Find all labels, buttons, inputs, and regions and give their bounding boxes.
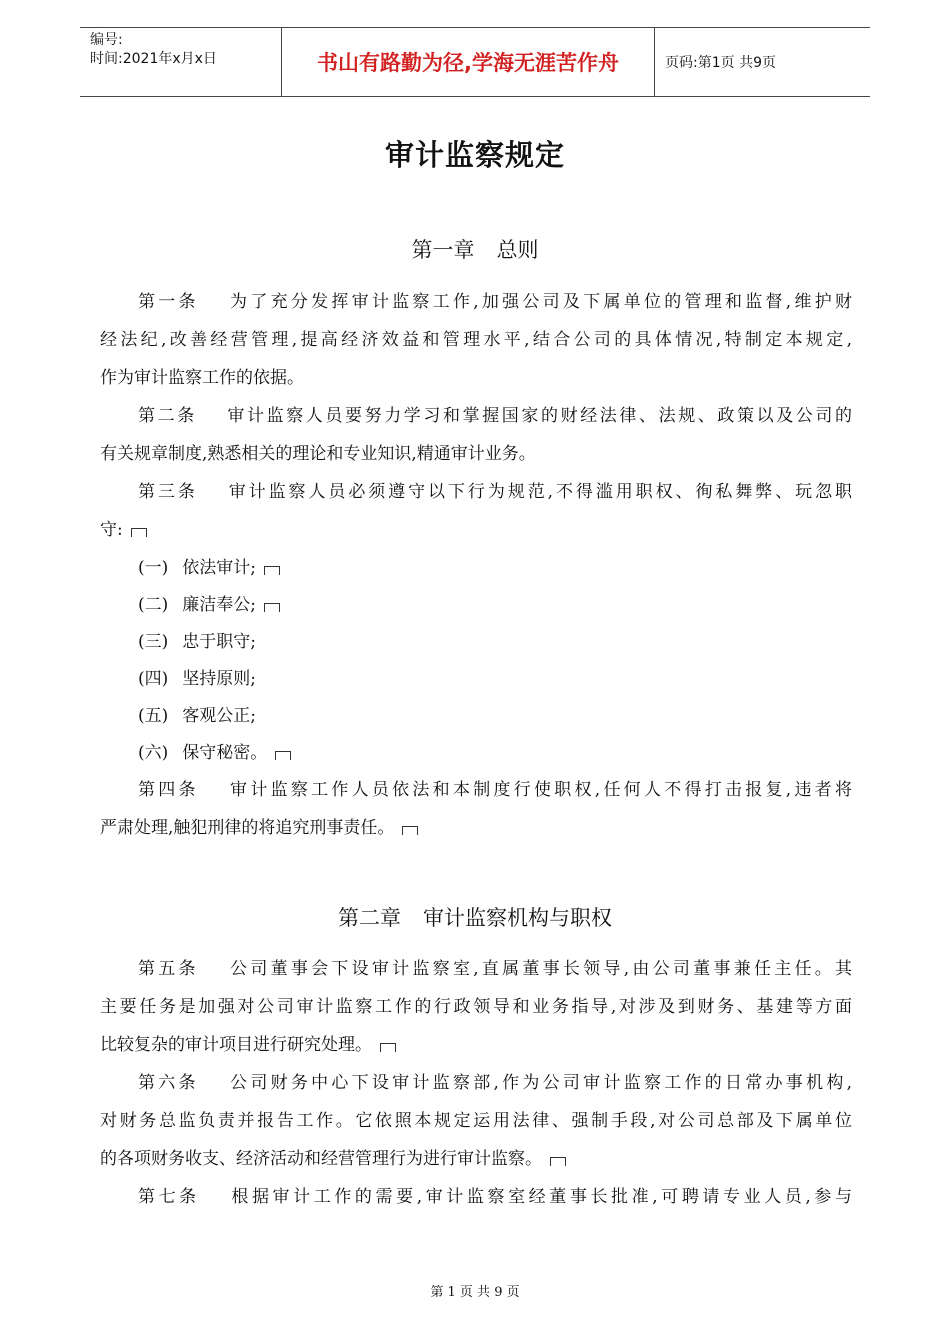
article-text: 严肃处理,触犯刑律的将追究刑事责任。: [100, 818, 395, 838]
document-number-label: 编号:: [90, 32, 123, 48]
header-table: [80, 27, 870, 97]
article-text: 根据审计工作的需要,审计监察室经董事长批准,可聘请专业人员,参与: [227, 1187, 852, 1207]
header-page-info: 页码:第1页 共9页: [665, 55, 776, 71]
article-label: 第四条: [138, 780, 199, 800]
paragraph-mark-icon: [275, 751, 291, 760]
article-text: 比较复杂的审计项目进行研究处理。: [100, 1035, 372, 1055]
article-label: 第三条: [138, 482, 198, 502]
list-item: [100, 592, 852, 618]
article-label: 第二条: [138, 406, 197, 426]
article-text: 的各项财务收支、经济活动和经营管理行为进行审计监察。: [100, 1149, 542, 1169]
paragraph-line: 有关规章制度,熟悉相关的理论和专业知识,精通审计业务。: [100, 444, 536, 464]
paragraph-mark-icon: [264, 566, 280, 575]
item-text: 保守秘密。: [182, 743, 268, 763]
article-label: 第一条: [138, 292, 199, 312]
chapter-name: 审计监察机构与职权: [423, 906, 612, 930]
chapter-name: 总则: [496, 238, 539, 262]
article-label: 第七条: [138, 1187, 200, 1207]
paragraph-line: 作为审计监察工作的依据。: [100, 368, 304, 388]
article-text: 公司董事会下设审计监察室,直属董事长领导,由公司董事兼任主任。其: [226, 959, 853, 979]
chapter-number: 第二章: [338, 906, 401, 930]
paragraph-line: [100, 815, 852, 841]
paragraph-line: [100, 1146, 852, 1172]
item-number: (四): [138, 669, 169, 689]
item-number: (六): [138, 743, 169, 763]
paragraph-mark-icon: [402, 826, 418, 835]
item-number: (一): [138, 558, 169, 578]
paragraph-line: 主要任务是加强对公司审计监察工作的行政领导和业务指导,对涉及到财务、基建等方面: [100, 997, 852, 1017]
paragraph-mark-icon: [264, 603, 280, 612]
article-text: 公司财务中心下设审计监察部,作为公司审计监察工作的日常办事机构,: [226, 1073, 853, 1093]
item-number: (五): [138, 706, 169, 726]
paragraph-mark-icon: [550, 1157, 566, 1166]
item-number: (三): [138, 632, 169, 652]
document-title: 审计监察规定: [384, 138, 565, 172]
article-text: 审计监察人员必须遵守以下行为规范,不得滥用职权、徇私舞弊、玩忽职: [225, 482, 852, 502]
header-meta: [80, 28, 282, 96]
item-text: 廉洁奉公;: [182, 595, 256, 615]
item-text: 忠于职守;: [182, 632, 256, 652]
chapter-heading: [0, 902, 950, 932]
article-text: 为了充分发挥审计监察工作,加强公司及下属单位的管理和监督,维护财: [226, 292, 853, 312]
list-item: [100, 555, 852, 581]
paragraph-line: [100, 1184, 852, 1210]
chapter-heading: [0, 234, 950, 264]
list-item: [100, 703, 852, 729]
page-footer: 第 1 页 共 9 页: [430, 1285, 520, 1300]
paragraph-line: [100, 777, 852, 803]
article-label: 第五条: [138, 959, 199, 979]
paragraph-mark-icon: [131, 528, 147, 537]
paragraph-line: [100, 479, 852, 505]
paragraph-line: [100, 1070, 852, 1096]
article-text: 守:: [100, 520, 123, 540]
item-number: (二): [138, 595, 169, 615]
item-text: 依法审计;: [182, 558, 256, 578]
article-text: 审计监察人员要努力学习和掌握国家的财经法律、法规、政策以及公司的: [224, 406, 853, 426]
document-time: 时间:2021年x月x日: [90, 51, 217, 67]
paragraph-line: [100, 1032, 852, 1058]
paragraph-line: 对财务总监负责并报告工作。它依照本规定运用法律、强制手段,对公司总部及下属单位: [100, 1111, 852, 1131]
chapter-number: 第一章: [411, 238, 475, 262]
list-item: [100, 666, 852, 692]
list-item: [100, 629, 852, 655]
article-text: 审计监察工作人员依法和本制度行使职权,任何人不得打击报复,违者将: [226, 780, 853, 800]
item-text: 客观公正;: [182, 706, 256, 726]
paragraph-line: [100, 956, 852, 982]
paragraph-line: [100, 289, 852, 315]
paragraph-line: [100, 517, 852, 543]
header-motto: 书山有路勤为径,学海无涯苦作舟: [282, 28, 655, 96]
paragraph-mark-icon: [380, 1043, 396, 1052]
list-item: [100, 740, 852, 766]
item-text: 坚持原则;: [182, 669, 256, 689]
article-label: 第六条: [138, 1073, 199, 1093]
paragraph-line: 经法纪,改善经营管理,提高经济效益和管理水平,结合公司的具体情况,特制定本规定,: [100, 330, 852, 350]
paragraph-line: [100, 403, 852, 429]
